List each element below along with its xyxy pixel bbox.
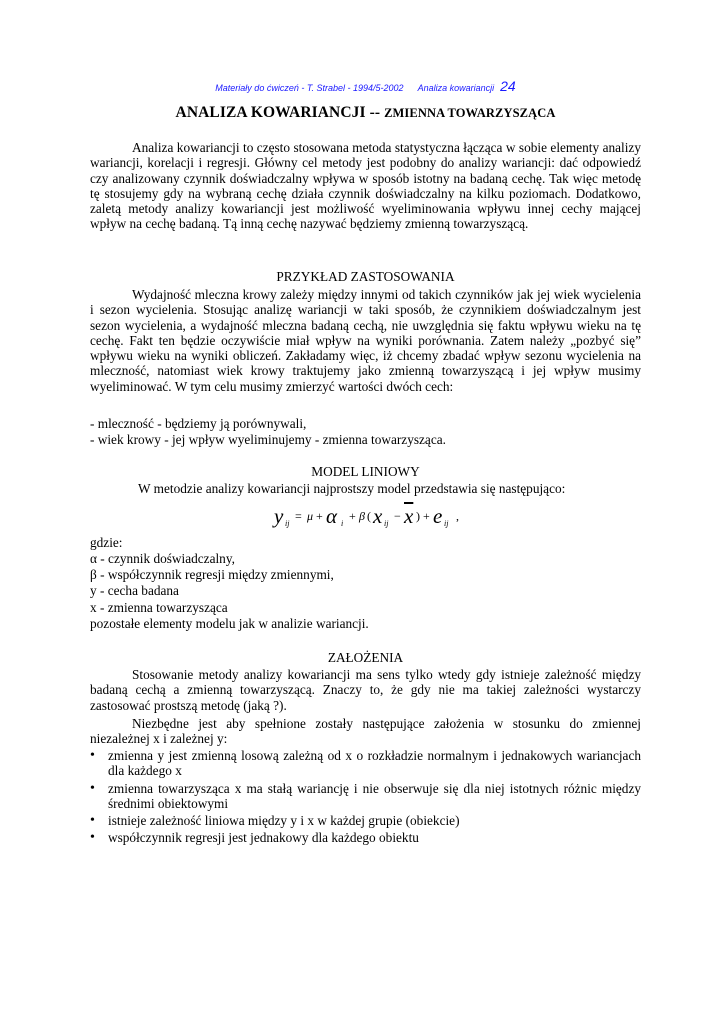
page-header [90, 78, 641, 94]
example-paragraph [90, 287, 641, 394]
formula-x-bar: $\overline{x}$ [404, 504, 414, 528]
assumptions-paragraph-2 [90, 716, 641, 747]
assumptions-paragraph-1 [90, 667, 641, 713]
assumptions-heading: ZAŁOŻENIA [327, 650, 404, 665]
formula-plus-2: + [349, 509, 356, 523]
formula-eq: = [295, 509, 302, 523]
formula-y-sub: ij [285, 519, 290, 528]
intro-paragraph [90, 140, 641, 232]
model-intro: W metodzie analizy kowariancji najprostszy model przedstawia się następująco: [138, 481, 566, 496]
formula-x-sub: ij [384, 519, 389, 528]
page-title [90, 104, 641, 122]
definition-y: y - cecha badana [90, 583, 179, 598]
definition-rest: pozostałe elementy modelu jak w analizie wariancji. [90, 616, 369, 631]
formula-e-sub: ij [444, 519, 449, 528]
assumptions-list [90, 748, 641, 848]
example-item-1: - mleczność - będziemy ją porównywali, [90, 416, 307, 431]
formula-beta: β [359, 509, 365, 523]
title-main: ANALIZA KOWARIANCJI -- [175, 104, 381, 121]
formula-e: e [433, 504, 443, 528]
definition-alpha: α - czynnik doświadczalny, [90, 551, 235, 566]
formula-minus: − [394, 509, 401, 523]
title-sub: ZMIENNA TOWARZYSZĄCA [384, 106, 556, 120]
page-number: 24 [500, 78, 516, 94]
definition-beta: β - współczynnik regresji między zmiennymi, [90, 567, 334, 582]
assumptions-text-2: Niezbędne jest aby spełnione zostały następujące założenia w stosunku do zmiennej niezależnej x i zależnej y: [90, 716, 641, 747]
formula-comma: , [456, 509, 459, 523]
model-formula [274, 504, 494, 530]
formula-x: x [373, 504, 383, 528]
list-item: • zmienna y jest zmienną losową zależną od x o rozkładzie normalnym i jednakowych wariancjach dla każdego x [90, 748, 641, 779]
intro-text: Analiza kowariancji to często stosowana metoda statystyczna łącząca w sobie elementy analizy wariancji, korelacji i regresji. Główny cel metody jest podobny do analizy wariancji: dać odpowiedź czy analizowany czynnik doświadczalny wpływa w sposób istotny na badaną cechę. Tak więc metodę tę stosujemy gdy na wybraną cechę działa czynnik doświadczalny na kilku poziomach. Dodatkowo, zaletą metody analizy kowariancji jest możliwość wyeliminowania wpływu innej cechy mającej wpływ na cechę badaną. Tą inną cechę nazywać będziemy zmienną towarzyszącą. [90, 140, 641, 232]
formula-alpha-sub: i [341, 519, 344, 528]
formula-mu: μ [307, 509, 314, 523]
example-heading: PRZYKŁAD ZASTOSOWANIA [276, 269, 455, 284]
model-heading: MODEL LINIOWY [311, 464, 420, 479]
formula-plus-1: + [316, 509, 323, 523]
where-label: gdzie: [90, 535, 123, 550]
example-item-2: - wiek krowy - jej wpływ wyeliminujemy - zmienna towarzysząca. [90, 432, 446, 447]
assumptions-text-1: Stosowanie metody analizy kowariancji ma sens tylko wtedy gdy istnieje zależność między badaną cechą a zmienną towarzyszącą. Znaczy to, że gdy nie ma takiej zależności wystarczy zastosować prostszą metodę (jaką ?). [90, 667, 641, 713]
formula-alpha: α [326, 504, 338, 528]
header-subject: Analiza kowariancji [417, 83, 495, 93]
formula-y: y [274, 504, 284, 528]
formula-plus-3: + [423, 509, 430, 523]
formula-rparen: ) [416, 509, 420, 523]
formula-lparen: ( [367, 509, 371, 523]
list-item: • istnieje zależność liniowa między y i x w każdej grupie (obiekcie) [90, 813, 641, 828]
example-text: Wydajność mleczna krowy zależy między innymi od takich czynników jak jej wiek wycielenia i sezon wycielenia. Stosując analizę wariancji w taki sposób, że czynnikiem doświadczalnym jest sezon wycielenia, a wydajność mleczna badaną cechą, nie uwzględnia się faktu wpływu wieku na tę cechę. Fakt ten będzie oczywiście miał wpływ na wyniki porównania. Zatem należy „pozbyć się” wpływu wieku na wyniki obliczeń. Zakładamy więc, iż chcemy zbadać wpływ sezonu wycielenia na mleczność, natomiast wiek krowy traktujemy jako zmienną towarzyszącą i jej wpływ musimy wyeliminować. W tym celu musimy zmierzyć wartości dwóch cech: [90, 287, 641, 394]
definition-x: x - zmienna towarzysząca [90, 600, 228, 615]
list-item: • zmienna towarzysząca x ma stałą wariancję i nie obserwuje się dla niej istotnych różnic między średnimi obiektowymi [90, 781, 641, 812]
header-source: Materiały do ćwiczeń - T. Strabel - 1994/5-2002 [215, 83, 404, 93]
list-item: • współczynnik regresji jest jednakowy dla każdego obiektu [90, 830, 641, 845]
